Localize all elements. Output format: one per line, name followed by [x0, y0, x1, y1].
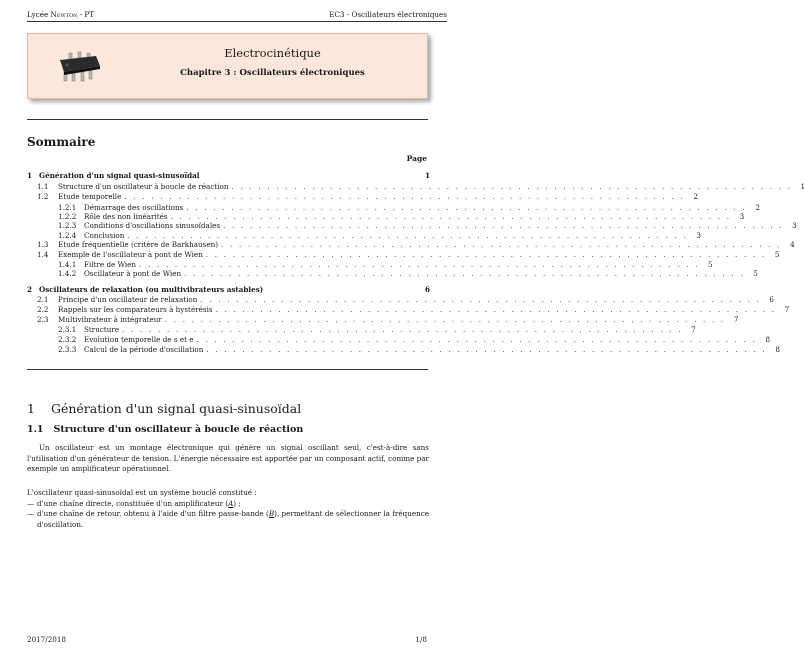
toc-entry-number: 2: [27, 285, 33, 294]
toc-entry[interactable]: [27, 325, 696, 334]
toc-entry[interactable]: [27, 231, 701, 240]
toc-entry-number: 1.1: [37, 182, 49, 191]
toc-entry-title: Structure: [84, 325, 120, 334]
section-title: Génération d'un signal quasi-sinusoïdal: [50, 401, 302, 416]
footer-year: 2017/2018: [27, 635, 67, 644]
toc-entry[interactable]: [27, 315, 739, 324]
toc-entry-number: 2.2: [37, 305, 49, 314]
toc-entry[interactable]: [27, 305, 790, 314]
school-label: Lycée Newton - PT: [27, 10, 95, 19]
toc-entry-title: Etude fréquentielle (critère de Barkhausen): [58, 240, 219, 249]
toc-entry-title: Oscillateur à pont de Wien: [84, 269, 182, 278]
footer-page: 1/8: [415, 635, 427, 644]
list-item: — d'une chaîne de retour, obtenu à l'aide d'un filtre passe-bande (B), permettant de sélectionner la fréquence d'oscillation.: [27, 509, 429, 530]
toc-entry[interactable]: [27, 203, 760, 212]
paragraph-system: [27, 488, 429, 530]
paragraph-intro: Un oscillateur est un montage électronique qui génère un signal oscillant seul, c'est-à-dire sans l'utilisation d'un générateur de tension. L'énergie nécessaire est apportée par un composant actif, comme par exemple un amplificateur opérationnel.: [27, 443, 429, 473]
toc-entry-number: 1.2.4: [58, 231, 77, 240]
toc-leader-dots: . . . . . . . . . . . . . . . . . . . . . . . . . . . . . . . . . . . . . . . . . . . . . . . . . . . . . . . . . . . . . . .: [139, 260, 700, 269]
toc-entry-number: 2.3.1: [58, 325, 77, 334]
toc-entry-title: Structure d'un oscillateur à boucle de réaction: [58, 182, 229, 191]
toc-entry[interactable]: [27, 182, 805, 191]
toc-entry[interactable]: [27, 221, 797, 230]
toc-entry-number: 2.1: [37, 295, 49, 304]
toc-leader-dots: . . . . . . . . . . . . . . . . . . . . . . . . . . . . . . . . . . . . . . . . . . . . . . . . . . . . . . . . . . . . . . .: [164, 315, 726, 324]
toc-leader-dots: . . . . . . . . . . . . . . . . . . . . . . . . . . . . . . . . . . . . . . . . . . . . . . . . . . . . . . . . . . . . . . .: [215, 305, 777, 314]
toc-entry-title: Rôle des non linéarités: [84, 212, 168, 221]
toc-entry-page: 7: [733, 315, 739, 324]
toc-entry-number: 2.3.3: [58, 345, 77, 354]
toc-entry[interactable]: [27, 345, 780, 354]
toc-entry-title: Conditions d'oscillations sinusoïdales: [84, 221, 221, 230]
course-label: EC3 - Oscillateurs électroniques: [329, 10, 447, 19]
toc-entry[interactable]: [27, 250, 780, 259]
ic-chip-icon: [56, 52, 102, 82]
toc-entry-title: Evolution temporelle de s et e: [84, 335, 194, 344]
list-item: — d'une chaîne directe, constituée d'un amplificateur (A) ;: [27, 499, 429, 510]
toc-leader-dots: . . . . . . . . . . . . . . . . . . . . . . . . . . . . . . . . . . . . . . . . . . . . . . . . . . . . . . . . . . . . . . .: [170, 212, 732, 221]
toc-entry-page: 6: [769, 295, 774, 304]
toc-entry-page: 3: [696, 231, 701, 240]
toc-entry-page: 5: [708, 260, 713, 269]
toc-entry-page: 4: [790, 240, 795, 249]
toc-entry-number: 2.3.2: [58, 335, 77, 344]
toc-leader-dots: . . . . . . . . . . . . . . . . . . . . . . . . . . . . . . . . . . . . . . . . . . . . . . . . . . . . . . . . . . . . . . .: [122, 325, 683, 334]
page-footer: [27, 635, 427, 644]
section-number: 1: [27, 401, 35, 416]
system-sentence: L'oscillateur quasi-sinusoïdal est un système bouclé constitué :: [27, 488, 257, 497]
toc-entry-page: 7: [691, 325, 696, 334]
toc-entry-number: 1.4.1: [58, 260, 77, 269]
toc-entry[interactable]: [27, 295, 774, 304]
subsection-heading: [27, 424, 303, 435]
toc-entry-number: 2.3: [37, 315, 49, 324]
divider: [27, 119, 428, 120]
toc-entry-number: 1.2.1: [58, 203, 77, 212]
toc-entry-number: 1.2.3: [58, 221, 77, 230]
toc-entry-number: 1.3: [37, 240, 49, 249]
toc-entry-title: Exemple de l'oscillateur à pont de Wien: [58, 250, 203, 259]
toc-entry-number: 1.2.2: [58, 212, 77, 221]
title-banner: [27, 33, 428, 99]
toc-page-label: Page: [406, 154, 427, 163]
toc-leader-dots: . . . . . . . . . . . . . . . . . . . . . . . . . . . . . . . . . . . . . . . . . . . . . . . . . . . . . . . . . . . . . . .: [206, 345, 767, 354]
banner-subtitle: Chapitre 3 : Oscillateurs électroniques: [180, 68, 365, 78]
toc-entry-page: 1: [800, 182, 805, 191]
toc-heading: Sommaire: [27, 135, 96, 149]
toc-leader-dots: . . . . . . . . . . . . . . . . . . . . . . . . . . . . . . . . . . . . . . . . . . . . . . . . . . . . . . . . . . . . . . .: [184, 269, 745, 278]
toc-entry-title: Etude temporelle: [58, 192, 122, 201]
running-header: [27, 10, 447, 22]
toc-entry-title: Principe d'un oscillateur de relaxation: [58, 295, 198, 304]
toc-entry[interactable]: [27, 285, 430, 294]
section-heading: [27, 401, 301, 416]
toc-entry-title: Conclusion: [84, 231, 125, 240]
toc-entry-page: 1: [424, 171, 430, 180]
toc-entry-page: 5: [753, 269, 758, 278]
toc-entry-title: Multivibrateur à intégrateur: [58, 315, 162, 324]
toc-entry-title: Oscillateurs de relaxation (ou multivibrateurs astables): [39, 285, 264, 294]
toc-leader-dots: . . . . . . . . . . . . . . . . . . . . . . . . . . . . . . . . . . . . . . . . . . . . . . . . . . . . . . . . . . . . . . .: [223, 221, 784, 230]
toc-entry[interactable]: [27, 269, 758, 278]
toc-entry-number: 1.4: [37, 250, 49, 259]
toc-entry[interactable]: [27, 192, 698, 201]
toc-entry[interactable]: [27, 171, 430, 180]
toc-entry-page: 8: [775, 345, 780, 354]
toc-entry-page: 8: [765, 335, 771, 344]
toc-leader-dots: . . . . . . . . . . . . . . . . . . . . . . . . . . . . . . . . . . . . . . . . . . . . . . . . . . . . . . . . . . . . . . .: [205, 250, 767, 259]
banner-title: Electrocinétique: [224, 46, 321, 60]
toc-entry-number: 1.2: [37, 192, 49, 201]
toc-entry[interactable]: [27, 240, 795, 249]
subsection-title: Structure d'un oscillateur à boucle de réaction: [53, 424, 304, 435]
toc-entry-page: 7: [784, 305, 790, 314]
toc-entry-page: 3: [739, 212, 745, 221]
toc-entry-title: Calcul de la période d'oscillation: [84, 345, 204, 354]
toc-entry-title: Démarrage des oscillations: [84, 203, 184, 212]
toc-entry-title: Filtre de Wien: [84, 260, 137, 269]
toc-entry-page: 2: [693, 192, 698, 201]
toc-leader-dots: . . . . . . . . . . . . . . . . . . . . . . . . . . . . . . . . . . . . . . . . . . . . . . . . . . . . . . . . . . . . . . .: [127, 231, 688, 240]
subsection-number: 1.1: [27, 424, 44, 435]
toc-entry-number: 1: [27, 171, 33, 180]
toc-entry-page: 3: [792, 221, 797, 230]
toc-leader-dots: . . . . . . . . . . . . . . . . . . . . . . . . . . . . . . . . . . . . . . . . . . . . . . . . . . . . . . . . . . . . . . .: [196, 335, 758, 344]
divider: [27, 369, 428, 370]
toc-leader-dots: . . . . . . . . . . . . . . . . . . . . . . . . . . . . . . . . . . . . . . . . . . . . . . . . . . . . . . . . . . . . . . .: [231, 182, 793, 191]
toc-entry-page: 6: [424, 285, 430, 294]
toc-leader-dots: . . . . . . . . . . . . . . . . . . . . . . . . . . . . . . . . . . . . . . . . . . . . . . . . . . . . . . . . . . . . . . .: [124, 192, 685, 201]
toc-entry-title: Génération d'un signal quasi-sinusoïdal: [39, 171, 200, 180]
toc-entry-page: 5: [774, 250, 780, 259]
toc-leader-dots: . . . . . . . . . . . . . . . . . . . . . . . . . . . . . . . . . . . . . . . . . . . . . . . . . . . . . . . . . . . . . . .: [186, 203, 747, 212]
toc-entry[interactable]: [27, 335, 771, 344]
toc-entry-page: 2: [755, 203, 760, 212]
toc-leader-dots: . . . . . . . . . . . . . . . . . . . . . . . . . . . . . . . . . . . . . . . . . . . . . . . . . . . . . . . . . . . . . . .: [200, 295, 761, 304]
toc-entry[interactable]: [27, 260, 713, 269]
toc-entry-title: Rappels sur les comparateurs à hystérésis: [58, 305, 213, 314]
toc-entry[interactable]: [27, 212, 745, 221]
component-list: [27, 499, 429, 531]
toc-leader-dots: . . . . . . . . . . . . . . . . . . . . . . . . . . . . . . . . . . . . . . . . . . . . . . . . . . . . . . . . . . . . . . .: [221, 240, 782, 249]
toc-entry-number: 1.4.2: [58, 269, 77, 278]
